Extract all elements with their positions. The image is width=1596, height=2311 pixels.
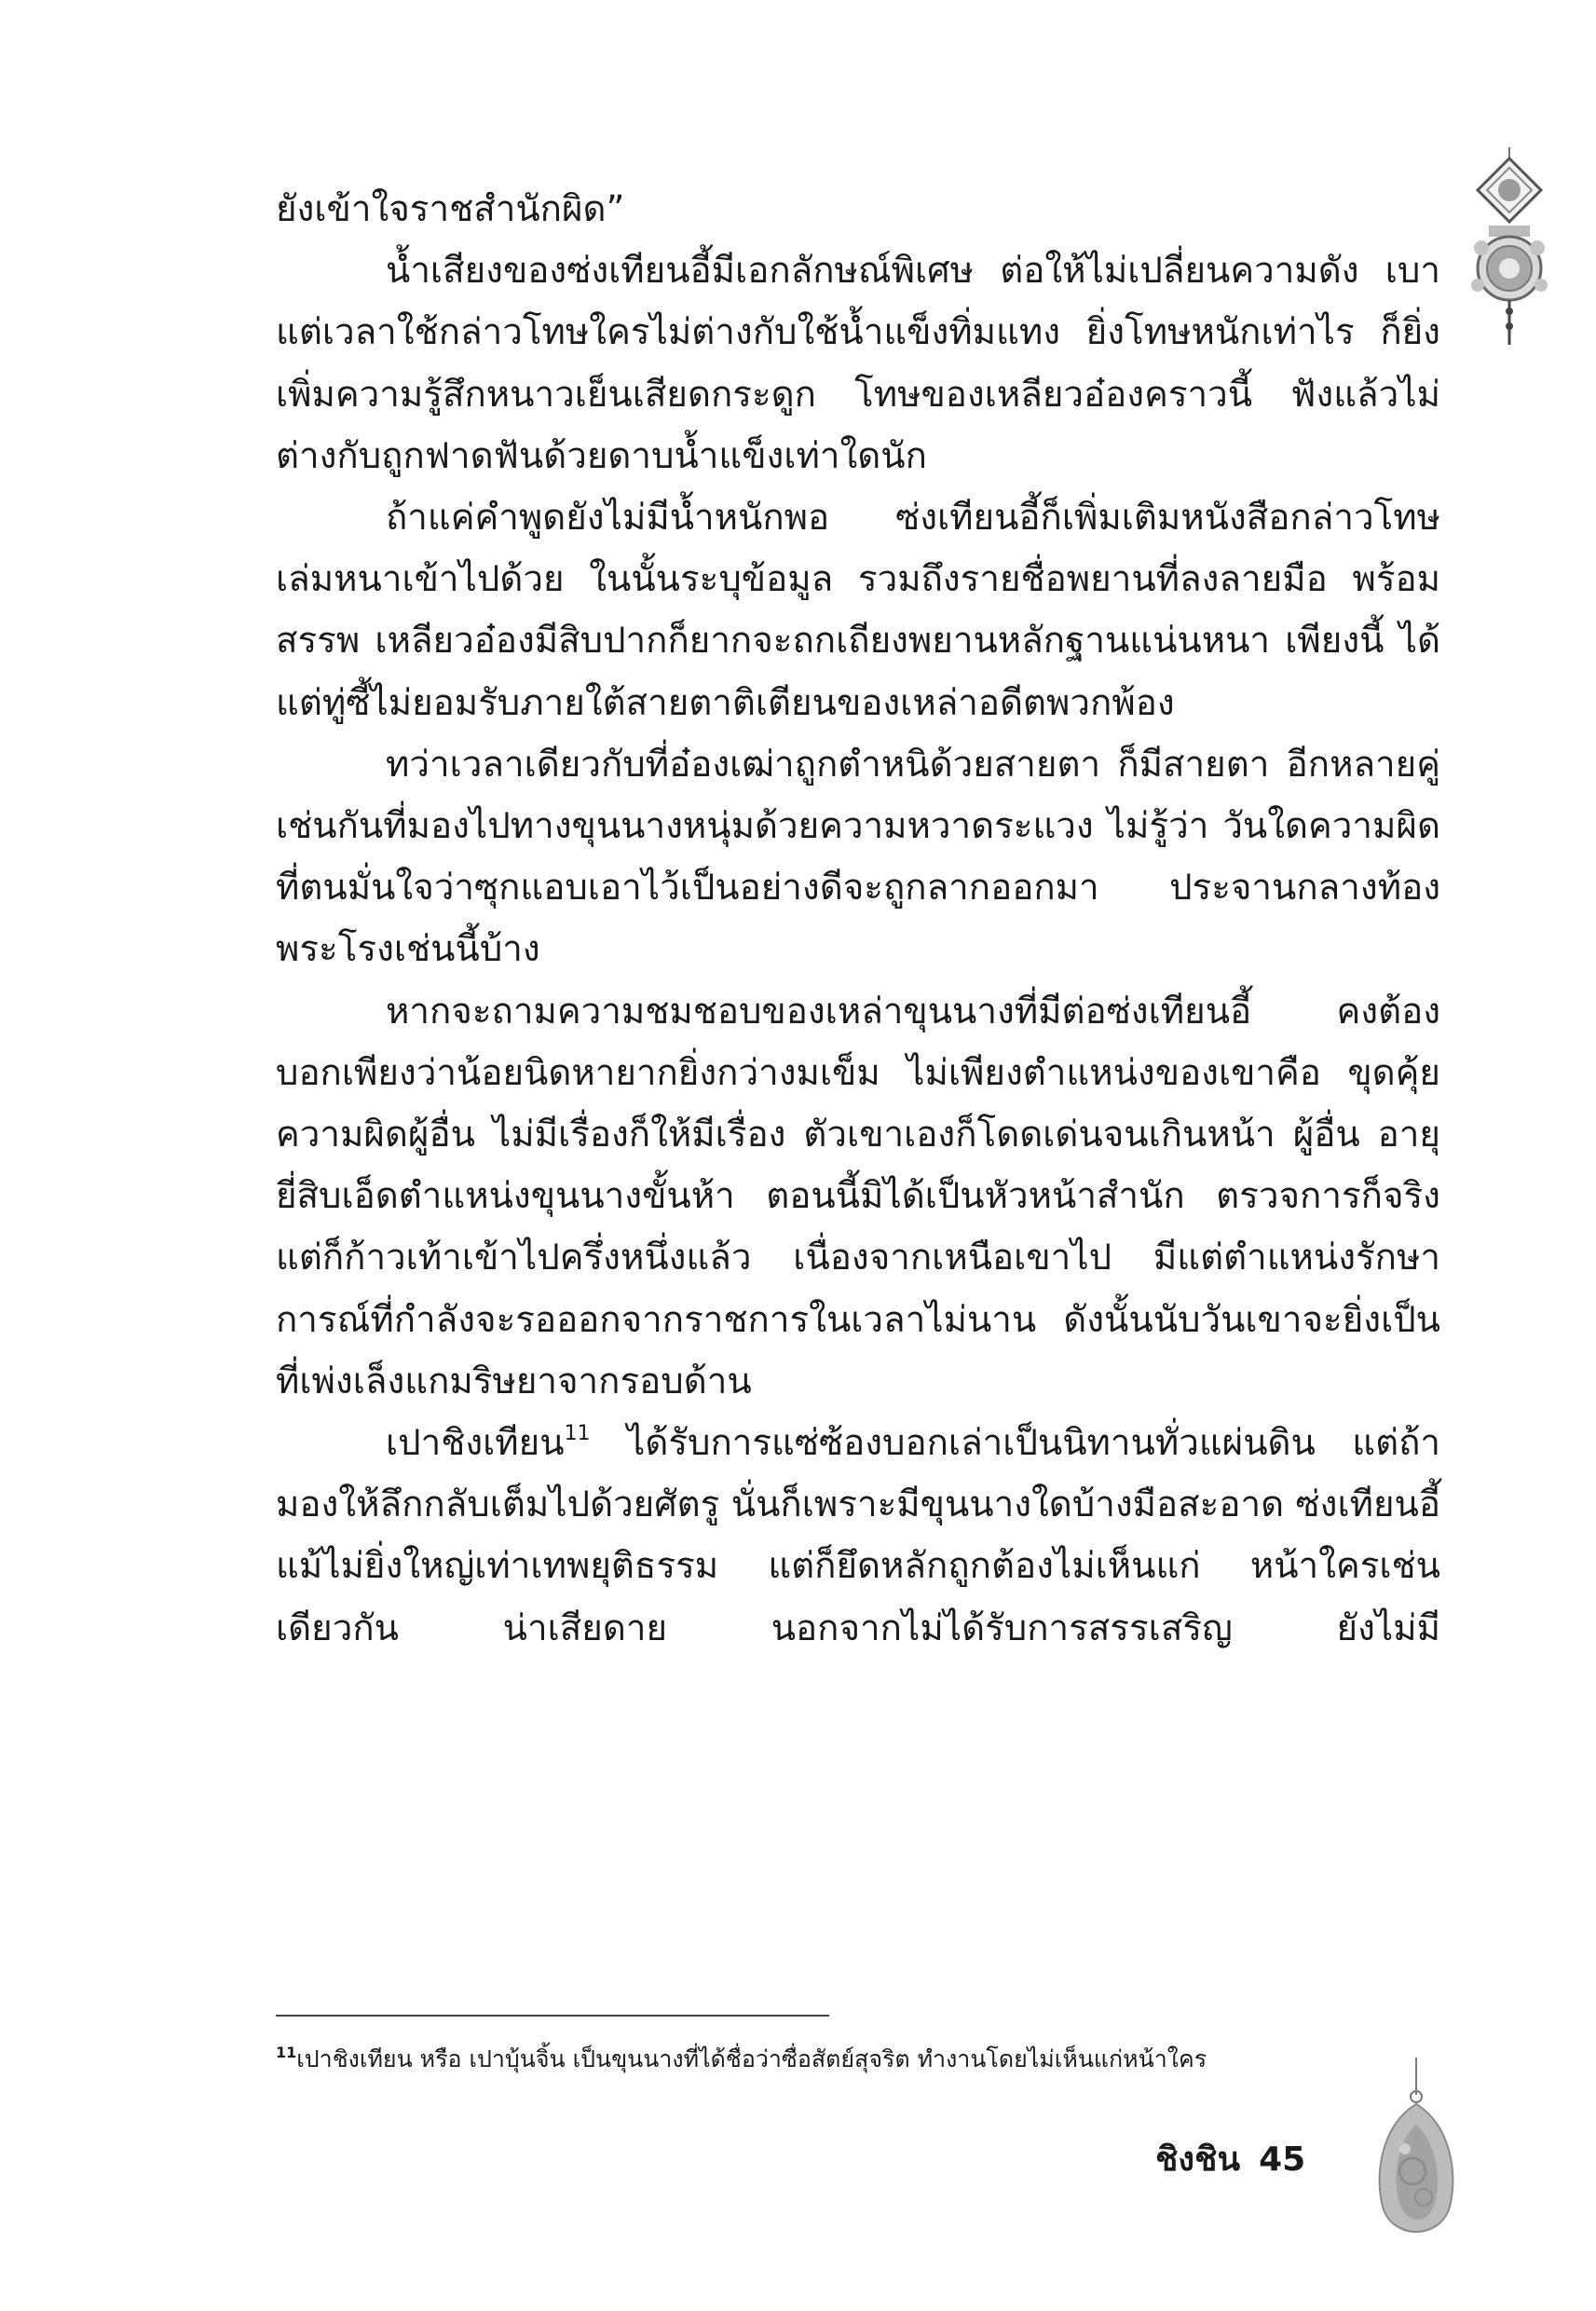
book-title: ชิงชิน	[1155, 2140, 1241, 2179]
footnote-marker: 11	[276, 2044, 297, 2061]
paragraph	[276, 240, 1440, 487]
paragraph-line: ยังเข้าใจราชสำนักผิด”	[276, 188, 625, 230]
paragraph-line: ขุดคุ้ยความผิดผู้อื่น ไม่มีเรื่องก็ให้มีเรื่อง ตัวเขาเองก็โดดเด่นจนเกินหน้า	[276, 1051, 1440, 1156]
decorative-ornament-icon	[1466, 147, 1552, 348]
paragraph-line: บอกเพียงว่าน้อยนิดหายากยิ่งกว่างมเข็ม ไม่เพียงตำแหน่งของเขาคือ	[276, 1051, 1321, 1094]
paragraph-line: ดังนั้นนับวันเขาจะยิ่งเป็นที่เพ่งเล็งแกมริษยาจากรอบด้าน	[276, 1298, 1440, 1402]
jade-pendant-icon	[1368, 2058, 1465, 2253]
footnote-divider	[276, 2015, 829, 2017]
body-text	[276, 179, 1440, 1660]
paragraph	[276, 179, 1440, 240]
paragraph-line: หน้าใครเช่นเดียวกัน น่าเสียดาย นอกจากไม่ได้รับการสรรเสริญ ยังไม่มี	[276, 1545, 1440, 1649]
paragraph-lead: เปาชิงเทียน	[386, 1422, 565, 1465]
paragraph-line: เล่มหนาเข้าไปด้วย ในนั้นระบุข้อมูล รวมถึงรายชื่อพยานที่ลงลายมือ	[276, 558, 1328, 601]
page-number: 45	[1259, 2140, 1306, 2179]
paragraph	[276, 981, 1440, 1413]
footnote-reference[interactable]: 11	[564, 1422, 591, 1446]
paragraph	[276, 734, 1440, 981]
paragraph-line: เพียงนี้ ได้แต่ทู่ซี้ไม่ยอมรับภายใต้สายตาติเตียนของเหล่าอดีตพวกพ้อง	[276, 620, 1440, 724]
paragraph-line: ซ่งเทียนอี้แม้ไม่ยิ่งใหญ่เท่าเทพยุติธรรม แต่ก็ยึดหลักถูกต้องไม่เห็นแก่	[276, 1484, 1440, 1588]
paragraph-line: อีกหลายคู่เช่นกันที่มองไปทางขุนนางหนุ่มด้วยความหวาดระแวง ไม่รู้ว่า	[276, 743, 1440, 848]
paragraph-line: วันใดความผิดที่ตนมั่นใจว่าซุกแอบเอาไว้เป็นอย่างดีจะถูกลากออกมา	[276, 805, 1440, 909]
paragraph-line: ตรวจการก็จริง แต่ก็ก้าวเท้าเข้าไปครึ่งหนึ่งแล้ว เนื่องจากเหนือเขาไป	[276, 1175, 1440, 1279]
paragraph-line: มีแต่ตำแหน่งรักษาการณ์ที่กำลังจะรอออกจากราชการในเวลาไม่นาน	[276, 1237, 1440, 1341]
paragraph-line: ถ้าแค่คำพูดยังไม่มีน้ำหนักพอ ซ่งเทียนอี้ก็เพิ่มเติมหนังสือกล่าวโทษ	[386, 497, 1440, 540]
running-footer	[1155, 2132, 1305, 2185]
paragraph-line: น้ำเสียงของซ่งเทียนอี้มีเอกลักษณ์พิเศษ ต่อให้ไม่เปลี่ยนความดัง	[386, 250, 1359, 293]
paragraph	[276, 487, 1440, 734]
paragraph-line: ประจานกลางท้องพระโรงเช่นนี้บ้าง	[276, 867, 1440, 971]
footnote	[276, 2043, 1450, 2076]
paragraph-line: เบา แต่เวลาใช้กล่าวโทษใครไม่ต่างกับใช้น้ำแข็งทิ่มแทง ยิ่งโทษหนักเท่าไร	[276, 250, 1440, 354]
paragraph-line: ได้รับการแซ่ซ้องบอกเล่าเป็นนิทานทั่วแผ่นดิน แต่ถ้า	[626, 1422, 1440, 1465]
paragraph-line: มองให้ลึกกลับเต็มไปด้วยศัตรู นั่นก็เพราะมีขุนนางใดบ้างมือสะอาด	[276, 1484, 1285, 1526]
paragraph-line: ก็ยิ่งเพิ่มความรู้สึกหนาวเย็นเสียดกระดูก โทษของเหลียวอ๋องคราวนี้	[276, 311, 1440, 416]
paragraph-line: พร้อมสรรพ เหลียวอ๋องมีสิบปากก็ยากจะถกเถียงพยานหลักฐานแน่นหนา	[276, 558, 1440, 663]
footnote-text: เปาชิงเทียน หรือ เปาบุ้นจิ้น เป็นขุนนางที่ได้ชื่อว่าซื่อสัตย์สุจริต ทำงานโดยไม่เห็นแก่หน้าใคร	[296, 2045, 1207, 2072]
paragraph-line: ผู้อื่น อายุยี่สิบเอ็ดตำแหน่งขุนนางขั้นห้า ตอนนี้มิได้เป็นหัวหน้าสำนัก	[276, 1114, 1440, 1218]
paragraph-line: ทว่าเวลาเดียวกับที่อ๋องเฒ่าถูกตำหนิด้วยสายตา ก็มีสายตา	[386, 743, 1270, 786]
paragraph	[276, 1413, 1440, 1660]
paragraph-line: ฟังแล้วไม่ต่างกับถูกฟาดฟันด้วยดาบน้ำแข็งเท่าใดนัก	[276, 373, 1440, 477]
paragraph-line: หากจะถามความชมชอบของเหล่าขุนนางที่มีต่อซ่งเทียนอี้ คงต้อง	[386, 990, 1440, 1032]
